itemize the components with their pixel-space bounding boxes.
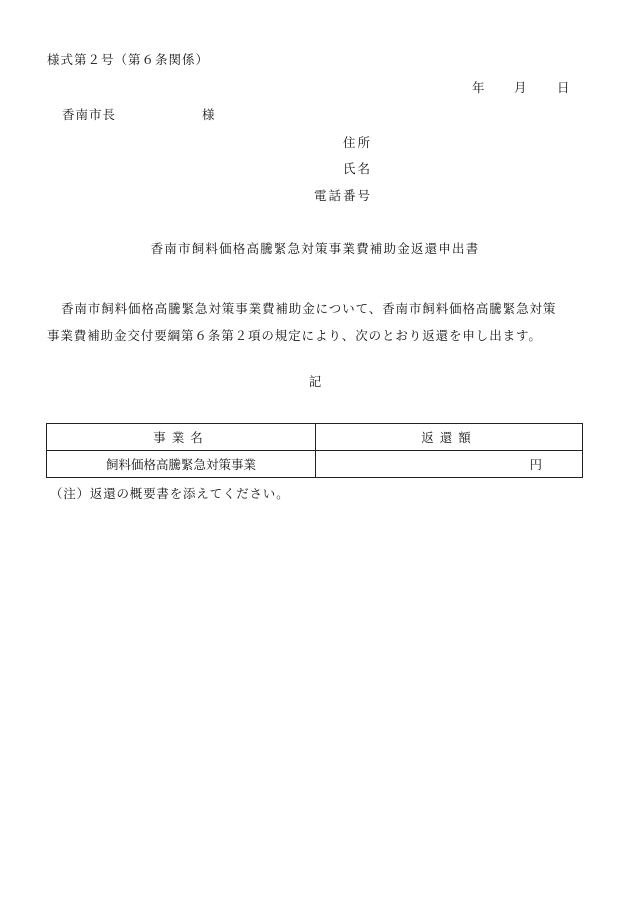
body-line-2: 事業費補助金交付要綱第６条第２項の規定により、次のとおり返還を申し出ます。 (47, 328, 542, 343)
date-year-label: 年 (472, 80, 485, 95)
document-title: 香南市飼料価格高騰緊急対策事業費補助金返還申出書 (150, 241, 480, 256)
return-amount-cell[interactable] (316, 451, 583, 478)
table-header-row (47, 424, 583, 451)
form-number: 様式第２号（第６条関係） (47, 52, 210, 67)
applicant-address-label: 住所 (343, 135, 373, 150)
date-month-label: 月 (514, 80, 527, 95)
body-paragraph (47, 295, 587, 349)
return-table (46, 423, 583, 478)
applicant-name-label: 氏名 (343, 161, 373, 176)
applicant-phone-label: 電話番号 (314, 188, 373, 203)
recipient-name: 香南市長 (62, 107, 117, 122)
date-day-label: 日 (557, 80, 570, 95)
amount-unit: 円 (529, 457, 542, 472)
recipient-honorific: 様 (202, 107, 215, 122)
project-name-cell: 飼料価格高騰緊急対策事業 (47, 451, 316, 478)
table-row (47, 451, 583, 478)
header-project-name: 事業名 (47, 424, 316, 451)
header-return-amount: 返還額 (316, 424, 583, 451)
footnote: （注）返還の概要書を添えてください。 (50, 486, 290, 501)
body-line-1: 香南市飼料価格高騰緊急対策事業費補助金について、香南市飼料価格高騰緊急対策 (61, 301, 557, 316)
record-heading: 記 (308, 374, 322, 389)
